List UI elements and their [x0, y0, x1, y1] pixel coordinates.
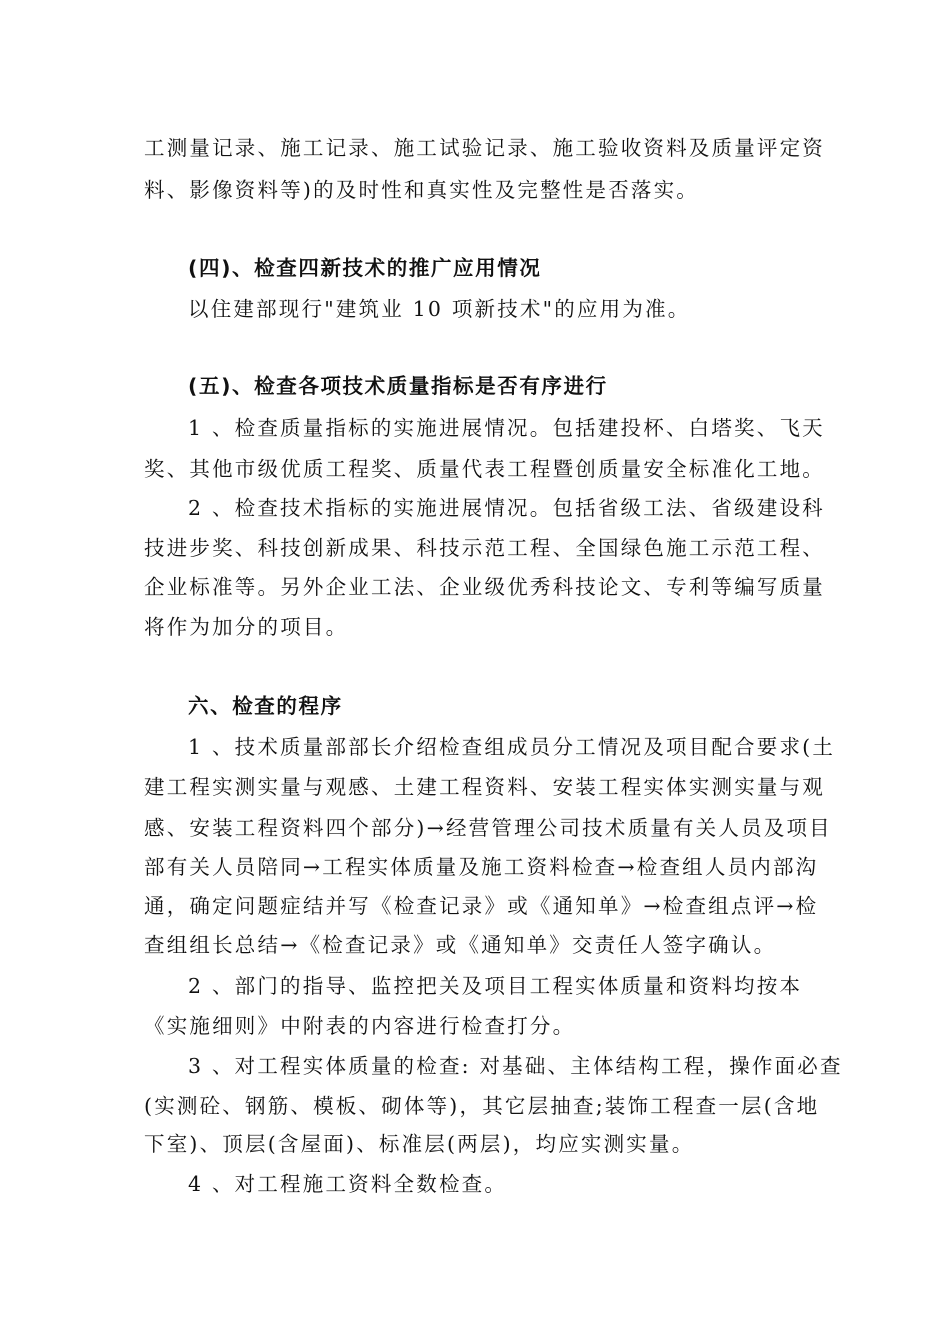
- list-item-line: 1 、技术质量部部长介绍检查组成员分工情况及项目配合要求(土: [188, 735, 836, 759]
- list-item-line: 将作为加分的项目。: [144, 615, 349, 639]
- list-item-line: 技进步奖、科技创新成果、科技示范工程、全国绿色施工示范工程、: [144, 536, 825, 560]
- list-item-line: 4 、对工程施工资料全数检查。: [188, 1172, 508, 1196]
- list-item-line: 通，确定问题症结并写《检查记录》或《通知单》→检查组点评→检: [144, 894, 819, 918]
- list-item-line: 建工程实测实量与观感、土建工程资料、安装工程实体实测实量与观: [144, 775, 825, 799]
- list-item-line: 感、安装工程资料四个部分)→经营管理公司技术质量有关人员及项目: [144, 816, 832, 840]
- list-item-line: 《实施细则》中附表的内容进行检查打分。: [144, 1014, 576, 1038]
- list-item-line: 3 、对工程实体质量的检查: 对基础、主体结构工程，操作面必查: [188, 1054, 843, 1078]
- list-item-line: (实测砼、钢筋、模板、砌体等)，其它层抽查;装饰工程查一层(含地: [144, 1094, 820, 1118]
- list-item-line: 奖、其他市级优质工程奖、质量代表工程暨创质量安全标准化工地。: [144, 457, 825, 481]
- list-item-line: 下室)、顶层(含屋面)、标准层(两层)，均应实测实量。: [144, 1132, 695, 1156]
- text-line: 料、影像资料等)的及时性和真实性及完整性是否落实。: [144, 178, 699, 202]
- list-item-line: 企业标准等。另外企业工法、企业级优秀科技论文、专利等编写质量: [144, 575, 825, 599]
- list-item-line: 部有关人员陪同→工程实体质量及施工资料检查→检查组人员内部沟: [144, 855, 819, 879]
- list-item-line: 2 、部门的指导、监控把关及项目工程实体质量和资料均按本: [188, 974, 803, 998]
- list-item-line: 2 、检查技术指标的实施进展情况。包括省级工法、省级建设科: [188, 496, 825, 520]
- text-line: 工测量记录、施工记录、施工试验记录、施工验收资料及质量评定资: [144, 136, 825, 160]
- section-heading: (四)、检查四新技术的推广应用情况: [188, 256, 542, 280]
- section-heading: (五)、检查各项技术质量指标是否有序进行: [188, 374, 608, 398]
- section-heading: 六、检查的程序: [188, 694, 343, 718]
- list-item-line: 查组组长总结→《检查记录》或《通知单》交责任人签字确认。: [144, 933, 777, 957]
- list-item-line: 1 、检查质量指标的实施进展情况。包括建投杯、白塔奖、飞天: [188, 416, 825, 440]
- text-line: 以住建部现行"建筑业 10 项新技术"的应用为准。: [188, 297, 691, 321]
